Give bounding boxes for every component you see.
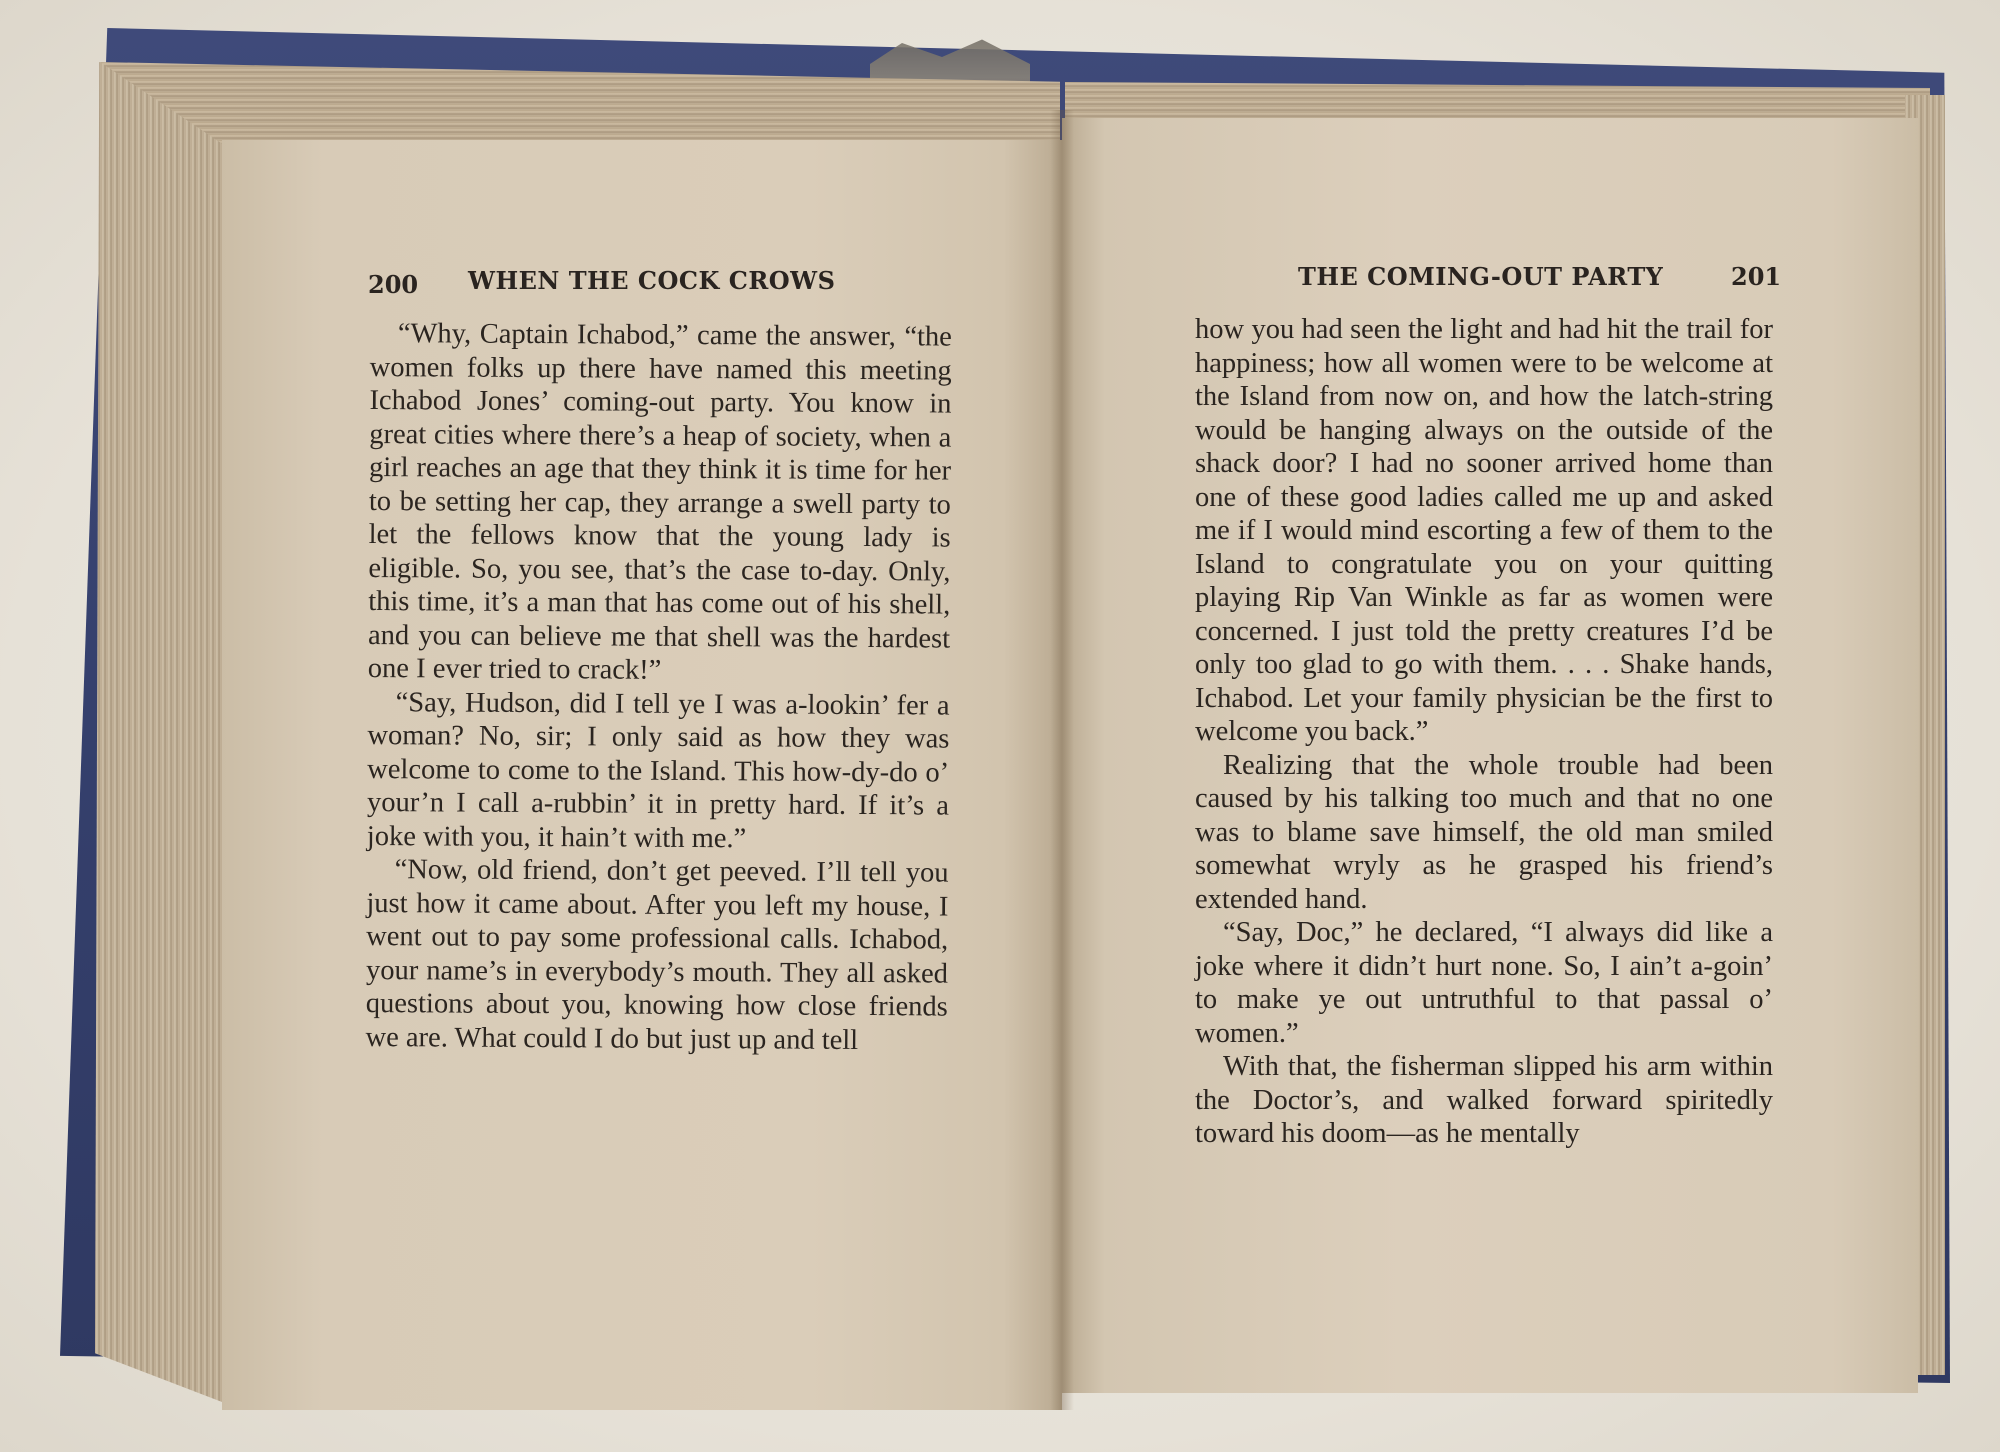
paragraph: “Why, Captain Ichabod,” came the answer, “the women folks up there have named this meeting Ichabod Jones’ coming-out party. You know in great cities where there’s a heap of society, when a girl reaches an age that they think it is time for her to be setting her cap, they arrange a swell party to let the fellows know that the young lady is eligible. So, you see, that’s the case to-day. Only, this time, it’s a man that has come out of his shell, and you can believe me that shell was the hardest one I ever tried to crack!” [367, 318, 952, 686]
paragraph: With that, the fisherman slipped his arm within the Doctor’s, and walked forward spiritedly toward his doom—as he mentally [1195, 1051, 1773, 1149]
left-page-edges [95, 62, 235, 1407]
right-page-number: 201 [1731, 262, 1782, 291]
left-page-text [365, 317, 951, 1058]
book-gutter [1050, 110, 1074, 1410]
right-running-head: THE COMING-OUT PARTY [1298, 262, 1664, 291]
paragraph: “Say, Hudson, did I tell ye I was a-lookin’ fer a woman? No, sir; I only said as how they was welcome to come to the Island. This how-dy-do o’ your’n I call a-rubbin’ it in pretty hard. If it’s a joke with you, it hain’t with me.” [366, 686, 950, 854]
paragraph: “Now, old friend, don’t get peeved. I’ll tell you just how it came about. After you left my house, I went out to pay some professional calls. Ichabod, your name’s in everybody’s mouth. They all asked questions about you, knowing how close friends we are. What could I do but just up and tell [365, 854, 949, 1056]
paragraph: “Say, Doc,” he declared, “I always did like a joke where it didn’t hurt none. So, I ain’t a-goin’ to make ye out untruthful to that passal o’ women.” [1195, 917, 1773, 1049]
paragraph: Realizing that the whole trouble had been caused by his talking too much and that no one was to blame save himself, the old man smiled somewhat wryly as he grasped his friend’s extended hand. [1195, 749, 1773, 915]
left-page-number: 200 [368, 270, 419, 299]
continued-paragraph: how you had seen the light and had hit the trail for happiness; how all women were to be welcome at the Island from now on, and how the latch-string would be hanging always on the outside of the shack door? I had no sooner arrived home than one of these good ladies called me up and asked me if I would mind escorting a few of them to the Island to congratulate you on your quitting playing Rip Van Winkle as far as women were concerned. I just told the pretty creatures I’d be only too glad to go with them. . . . Shake hands, Ichabod. Let your family physician be the first to welcome you back.” [1195, 314, 1773, 747]
right-page-text [1195, 313, 1773, 1151]
left-running-head: WHEN THE COCK CROWS [468, 266, 836, 295]
